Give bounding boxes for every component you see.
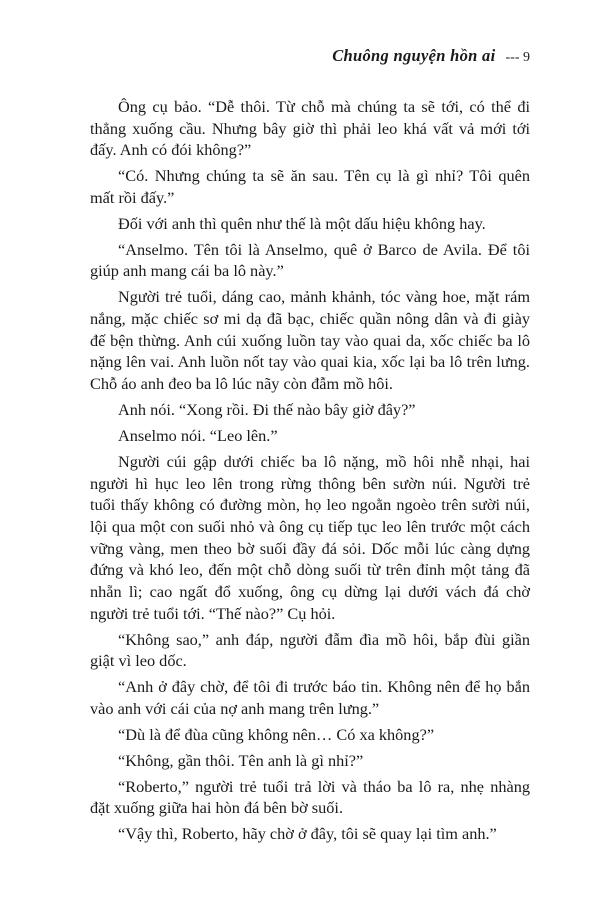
text-line: vững vàng, men theo bờ suối đầy đá sỏi. Dốc mỗi lúc càng dựng <box>90 538 530 558</box>
paragraph <box>90 286 530 395</box>
page-body-text <box>90 96 530 849</box>
text-line: “Có. Nhưng chúng ta sẽ ăn sau. Tên cụ là gì nhỉ? Tôi quên <box>118 166 530 186</box>
text-line: người hì hục leo lên trong rừng thông bên sườn núi. Người trẻ <box>90 473 530 493</box>
paragraph <box>90 629 530 672</box>
text-line: Chỗ áo anh đeo ba lô lúc nãy còn đẫm mồ hôi. <box>90 374 393 394</box>
text-line: thẳng xuống cầu. Nhưng bây giờ thì phải leo khá vất vả mới tới <box>90 118 530 138</box>
text-line: giúp anh mang cái ba lô này.” <box>90 261 284 281</box>
text-line: “Roberto,” người trẻ tuổi trả lời và tháo ba lô ra, nhẹ nhàng <box>118 776 530 796</box>
text-line: nắng, mặc chiếc sơ mi dạ đã bạc, chiếc quần nông dân và đi giày <box>90 309 530 329</box>
text-line: “Vậy thì, Roberto, hãy chờ ở đây, tôi sẽ quay lại tìm anh.” <box>118 824 497 844</box>
paragraph <box>90 451 530 625</box>
text-line: đế bện thừng. Anh cúi xuống luồn tay vào quai da, xốc chiếc ba lô <box>90 330 530 350</box>
text-line: vào anh với cái của nợ anh mang trên lưng.” <box>90 698 380 718</box>
text-line: “Dù là để đùa cũng không nên… Có xa không?” <box>118 724 435 744</box>
text-line: nhẵn lì; cao ngất đổ xuống, ông cụ dừng lại dưới vách đá chờ <box>90 582 530 602</box>
text-line: Đối với anh thì quên như thế là một dấu hiệu không hay. <box>118 213 486 233</box>
text-line: tuổi thấy không có đường mòn, họ leo ngoằn ngoèo trên sười núi, <box>90 495 530 515</box>
text-line: Anselmo nói. “Leo lên.” <box>118 425 278 445</box>
text-line: Ông cụ bảo. “Dễ thôi. Từ chỗ mà chúng ta sẽ tới, có thể đi <box>118 97 530 116</box>
running-header <box>332 46 530 66</box>
text-line: giật vì leo dốc. <box>90 651 187 671</box>
text-line: Anh nói. “Xong rồi. Đi thế nào bây giờ đây?” <box>118 400 416 420</box>
text-line: Người cúi gập dưới chiếc ba lô nặng, mồ hôi nhễ nhại, hai <box>118 451 530 471</box>
text-line: người trẻ tuổi tới. “Thế nào?” Cụ hỏi. <box>90 603 336 623</box>
text-line: đặt xuống giữa hai hòn đá bên bờ suối. <box>90 798 344 818</box>
paragraph <box>90 399 530 421</box>
paragraph <box>90 823 530 845</box>
page-number: --- 9 <box>505 50 530 65</box>
paragraph <box>90 724 530 746</box>
text-line: “Không, gần thôi. Tên anh là gì nhỉ?” <box>118 750 364 770</box>
text-line: “Anh ở đây chờ, để tôi đi trước báo tin. Không nên để họ bắn <box>118 677 530 697</box>
text-line: đứng và khó leo, đến một chỗ dòng suối từ trên đỉnh một tảng đã <box>90 560 530 580</box>
paragraph <box>90 213 530 235</box>
paragraph <box>90 776 530 819</box>
paragraph <box>90 425 530 447</box>
paragraph <box>90 239 530 282</box>
text-line: “Không sao,” anh đáp, người đẫm đìa mồ hôi, bắp đùi giần <box>118 629 530 649</box>
text-line: “Anselmo. Tên tôi là Anselmo, quê ở Barco de Avila. Để tôi <box>118 239 530 259</box>
text-line: đấy. Anh có đói không?” <box>90 140 252 160</box>
text-line: Người trẻ tuổi, dáng cao, mảnh khảnh, tóc vàng hoe, mặt rám <box>118 287 530 307</box>
text-line: lội qua một con suối nhỏ và ông cụ tiếp tục leo lên trước một cách <box>90 516 530 536</box>
paragraph <box>90 676 530 719</box>
text-line: nặng lên vai. Anh luồn nốt tay vào quai kia, xốc lại ba lô trên lưng. <box>90 352 530 372</box>
paragraph <box>90 96 530 161</box>
paragraph <box>90 165 530 208</box>
paragraph <box>90 750 530 772</box>
text-line: mất rồi đấy.” <box>90 188 175 207</box>
book-title: Chuông nguyện hồn ai <box>332 46 496 65</box>
